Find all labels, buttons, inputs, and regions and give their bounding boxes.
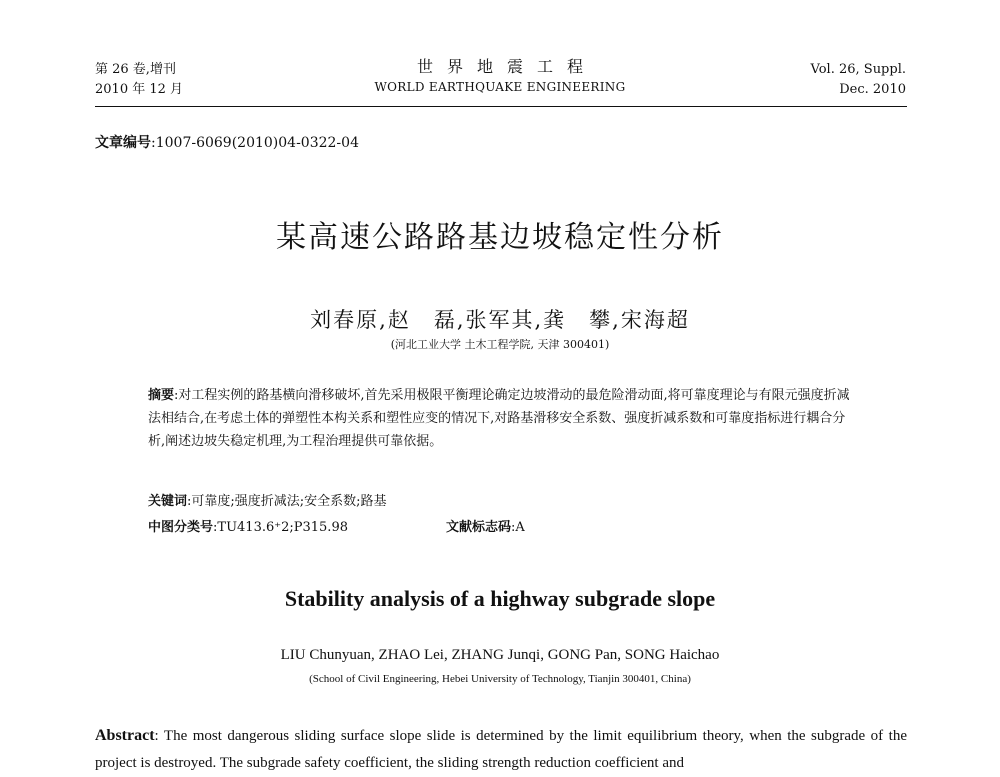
abstract-cn-text: :对工程实例的路基横向滑移破坏,首先采用极限平衡理论确定边坡滑动的最危险滑动面,将可靠度理论与有限元强度折减法相结合,在考虑土体的弹塑性本构关系和塑性应变的情况下,对路基滑移安全系数、强度折减系数和可靠度指标进行耦合分析,阐述边坡失稳定机理,为工程治理提供可靠依据。 <box>148 388 850 449</box>
article-number-label: 文章编号 <box>95 135 151 151</box>
keywords-value: :可靠度;强度折减法;安全系数;路基 <box>187 494 387 509</box>
document-code <box>446 516 525 535</box>
journal-name-cn: 世界地震工程 <box>416 57 597 76</box>
affiliation-cn: (河北工业大学 土木工程学院, 天津 300401) <box>390 338 610 351</box>
journal-name-en: WORLD EARTHQUAKE ENGINEERING <box>374 80 626 94</box>
abstract-cn <box>148 384 854 453</box>
authors-cn: 刘春原,赵 磊,张军其,龚 攀,宋海超 <box>310 308 690 332</box>
keywords-cn <box>148 490 387 509</box>
affiliation-en: (School of Civil Engineering, Hebei University of Technology, Tianjin 300401, China) <box>309 673 691 685</box>
abstract-en-text: : The most dangerous sliding surface slope slide is determined by the limit equilibrium theory, when the subgrade of the project is destroyed. The subgrade safety coefficient, the sliding strength reduction coefficient and <box>95 728 907 771</box>
abstract-en-label: Abstract <box>95 727 155 744</box>
clc-label: 中图分类号 <box>148 520 214 535</box>
header-rule <box>95 106 907 107</box>
header-right <box>811 60 906 100</box>
title-en: Stability analysis of a highway subgrade slope <box>284 586 716 611</box>
article-number <box>95 132 359 152</box>
abstract-cn-label: 摘要 <box>148 388 175 403</box>
article-number-value: :1007-6069(2010)04-0322-04 <box>151 135 359 151</box>
volume-cn: 第 26 卷,增刊 <box>95 62 176 77</box>
doc-code-label: 文献标志码 <box>446 520 512 535</box>
date-en: Dec. 2010 <box>839 82 906 97</box>
doc-code-value: :A <box>511 520 525 535</box>
authors-en: LIU Chunyuan, ZHAO Lei, ZHANG Junqi, GONG Pan, SONG Haichao <box>280 647 720 663</box>
date-cn: 2010 年 12 月 <box>95 82 184 97</box>
volume-en: Vol. 26, Suppl. <box>810 62 906 77</box>
abstract-en <box>95 722 907 777</box>
title-cn: 某高速公路路基边坡稳定性分析 <box>276 220 724 255</box>
keywords-label: 关键词 <box>148 494 188 509</box>
clc-value: :TU413.6⁺2;P315.98 <box>213 520 348 535</box>
clc-number <box>148 516 348 535</box>
